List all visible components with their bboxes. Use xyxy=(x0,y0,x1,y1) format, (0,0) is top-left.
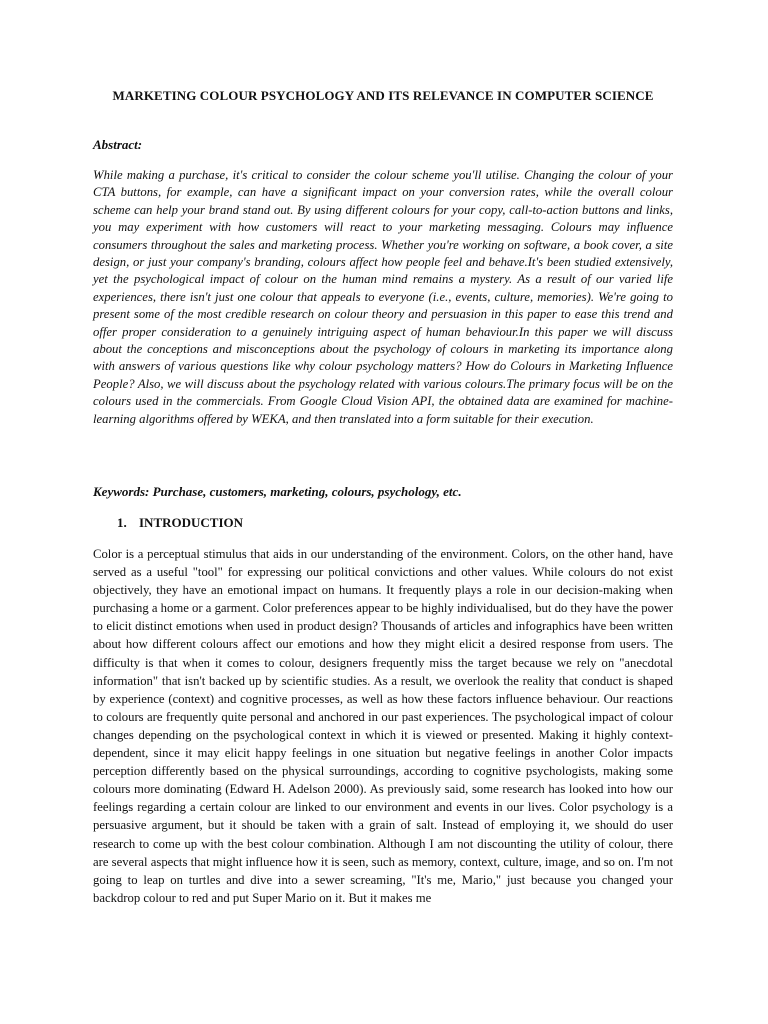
section-heading-introduction xyxy=(117,515,243,531)
abstract-text: While making a purchase, it's critical to consider the colour scheme you'll utilise. Changing the colour of your CTA buttons, for example, can have a significant impact on your conversion rates, while the overall colour scheme can help your brand stand out. By using different colours for your copy, call-to-action buttons and links, you may experiment with how customers will react to your marketing messaging. Colours may influence consumers throughout the sales and marketing process. Whether you're working on software, a book cover, a site design, or just your company's branding, colours affect how people feel and behave.It's been studied extensively, yet the psychological impact of colour on the human mind remains a mystery. As a result of our varied life experiences, there isn't just one colour that appeals to everyone (i.e., events, culture, memories). We're going to present some of the most credible research on colour theory and persuasion in this paper to ease this trend and offer proper consideration to a genuinely intriguing aspect of human behaviour.In this paper we will discuss about the conceptions and misconceptions about the psychology of colours in marketing its importance along with answers of various questions like why colour psychology matters? How do Colours in Marketing Influence People? Also, we will discuss about the psychology related with various colours.The primary focus will be on the colours used in the commercials. From Google Cloud Vision API, the obtained data are examined for machine-learning algorithms offered by WEKA, and then translated into a form suitable for their execution. xyxy=(93,168,673,426)
keywords-line: Keywords: Purchase, customers, marketing, colours, psychology, etc. xyxy=(93,484,462,499)
section-title: INTRODUCTION xyxy=(139,515,244,530)
abstract-heading: Abstract: xyxy=(93,137,143,152)
section-number: 1. xyxy=(117,515,127,530)
paper-title: MARKETING COLOUR PSYCHOLOGY AND ITS RELEVANCE IN COMPUTER SCIENCE xyxy=(112,88,654,103)
introduction-text: Color is a perceptual stimulus that aids in our understanding of the environment. Colors, on the other hand, have served as a useful "tool" for expressing our political convictions and other values. While colours do not exist objectively, they have an emotional impact on humans. It frequently plays a role in our decision-making when purchasing a home or a garment. Color preferences appear to be highly individualised, but do they have the power to elicit distinct emotions when used in product design? Thousands of articles and infographics have been written about how different colours affect our emotions and how they might elicit a desired response from users. The difficulty is that when it comes to colour, designers frequently miss the target because we rely on "anecdotal information" that isn't backed up by scientific studies. As a result, we overlook the reality that conduct is shaped by experience (context) and cognitive processes, as well as how these factors influence behaviour. Our reactions to colours are frequently quite personal and anchored in our past experiences. The psychological impact of colour changes depending on the psychological context in which it is viewed or presented. Making it highly context-dependent, since it may elicit happy feelings in one situation but negative feelings in another Color impacts perception differently based on the physical surroundings, according to cognitive psychologists, making some colours more dominating (Edward H. Adelson 2000). As previously said, some research has looked into how our feelings regarding a certain colour are linked to our environment and events in our lives. Color psychology is a persuasive argument, but it should be taken with a grain of salt. Instead of employing it, we should do user research to come up with the best colour combination. Although I am not discounting the utility of colour, there are several aspects that might influence how it is seen, such as memory, context, culture, image, and so on. I'm not going to leap on turtles and dive into a sewer screaming, "It's me, Mario," just because you changed your backdrop colour to red and put Super Mario on it. But it makes me xyxy=(93,547,673,905)
